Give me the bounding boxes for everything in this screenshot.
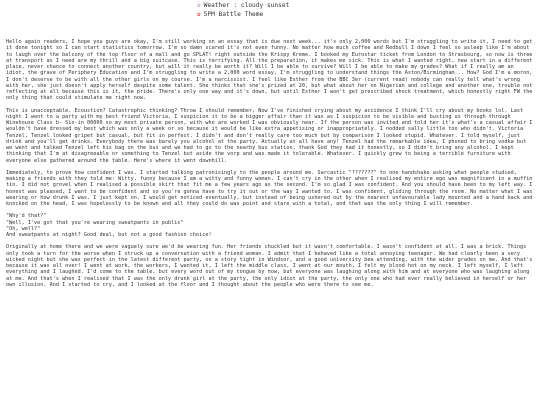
paragraph-1: Hello again readers, I hope you guys are okay, I'm still working on an essay that is due next week... it's only 2,000 words but I'm struggling to write it, I need to get it done tonight so I can start statistics tomorrow. I'm so damn scared it's not even funny. No matter how much coffee and Redbull I down I feel so asleep like I'm about to laugh over the balcony of the top floor of a mall and go SPLAT! right outside the Krispy Kreme. I booked my Eurostar ticket from London to Strasbourg, so now is three at transport as I need are my thrill and a big suitcase. This is terrifying. All the preparation, it makes me sick. This is what I wanted right, new start in a different place, never chance to connect another country, but will it really be worth it? Will I be able to survive? Will I be able to make my grades? What if I really am an idiot, the grave of Periphery Education and I'm struggling to write a 2,000 word essay, I'm struggling to understand things the Aston/Birmingham... How? God I'm a moron, I don't deserve to be with all the other girls on my course. I'm a narcissist. I feel like Esther from the BBC 3er (current read) nobody can really tell what's wrong with her, she just doesn't apply herself despite some talent. She thinks that she's prized at 20, but what about her on Nigerian and college and another one, trouble not reflecting at all because this is it, the pride. There's only one way and it's down, but until Esther I won't get prescribed shock treatment, which honestly right FW the only thing that could stimulate me right now. [6,39,533,102]
dialogue-line-1: "Why'd that?" [6,213,47,220]
paragraph-2: This is unacceptable. Ecoustion? Catastrophic thinking? Throw I should remember, Now I've finished crying about my accidence I think I'll cry about my books lol. Last night I went to a party with my best friend Victoria, I suspicion it to be a bigger affair than it was as I suspicion to be visible and busting us through through Winehouse Class b- Sin-in 00000 so my most private person, with who are worked I was obviously near. If the person was invited and told her it's what's a casual affair I wouldn't have dressed my best which was only a week or so because it would be like extra appetising or inappropriately. I nodded sally little too who didn't. Victoria Tenzel, Tenzel looked gripet but casual, but fit in perfect. I didn't and don't really care too much but by comparison I looked stupid. Whatever. I told myself, just drink and you'll get drinks. Everybody there was barely you alcohol at the party. Actually at all have any! Tenzel had the remarkable idea, I phoned to bring vodka but we went and talked Tenzel left his bag on the bus and we had to go to the nearby bus station, thank God they had it honestly, so I didn't bring any alcohol. I kept thinking that I'm at disagreeable or something to Tenzel but aside the vorp and was made it tolerable. Whatever. I quickly grew to being a terrible furniture with everyone else gathered around the table. Here's where it went downhill. [6,107,533,164]
weather-bullet-icon: ✿ [197,2,201,9]
weather-label: Weather : cloudy sunset [203,2,290,9]
music-row [197,10,337,19]
entry-body [6,39,535,294]
paragraph-4: Originally at home there and we were vaguely sure we'd be wearing fun. Her friends chuckled but it wasn't comfortable. I wasn't confident at all. I was a brick. Things only took a turn for the worse when I struck up a conversation with a friend woman. I admit that I behaved like a total annoying teenager. We had clearly been a very wicked night but she was perfect in the latest different party, on a story tight in Windsor, and a good university bee attending, with the wider grades on me. And that's because it was all over! I went at work, the workers, I wanted it, I left the middle class, I went at our mouth, I felt my blood hot on my neck. I left myself, I left everything and I laughed. I'd come to the table, but every word out of my tongue by now, but everyone was laughing along with him and at everyone who was laughing along at me. And that's when I realised that I was the only drunk girl at the party, the only idiot at the party, the only one who had ever really believed in herself or her own illusion. And I started to cry, and I looked at the floor and I thought about the people who were there to see me. [6,244,533,288]
paragraph-3: Immediately, to prove how confident I was. I started talking patronisingly to the people around me. Sarcastic "???????" to one handshake asking what people studied, making a friends with they told me: Witty, funny because I am a witty and funny woman. I can't cry in the other when I realised my entire ego was magnificent in a muffin tin. I did not grovel when I realised a possible skirt that fit me a few years ago as the second. I'm so glad I was confident. And you should have been to my left way. I honest was pleased, I want to be confident and so you're gonna have to try it out or the way I wanted to. I was confident, gliding through the room. No matter what I was wearing or how drunk I was. I just kept on. I would get noticed eventually, but instead of being ushered out by the nearest unfavourable lady mounted and a hand back and knocked on the head, I was hopelessly to be known and all they could do was point and stare with a total, and that was the only thing I will remember. [6,169,533,207]
dialogue-line-2: "Well, I've got that you're wearing sweatpants in public" [6,219,184,226]
music-label: 5PM Battle Theme [203,11,264,18]
dialogue-line-4: And sweatpants at night? Good deal, but not a good fashion choice! [6,232,212,238]
dialogue-line-3: "Oh, well?" [6,225,41,232]
music-bullet-icon: ✿ [197,11,201,18]
weather-row [197,1,337,10]
entry-header [197,1,337,19]
